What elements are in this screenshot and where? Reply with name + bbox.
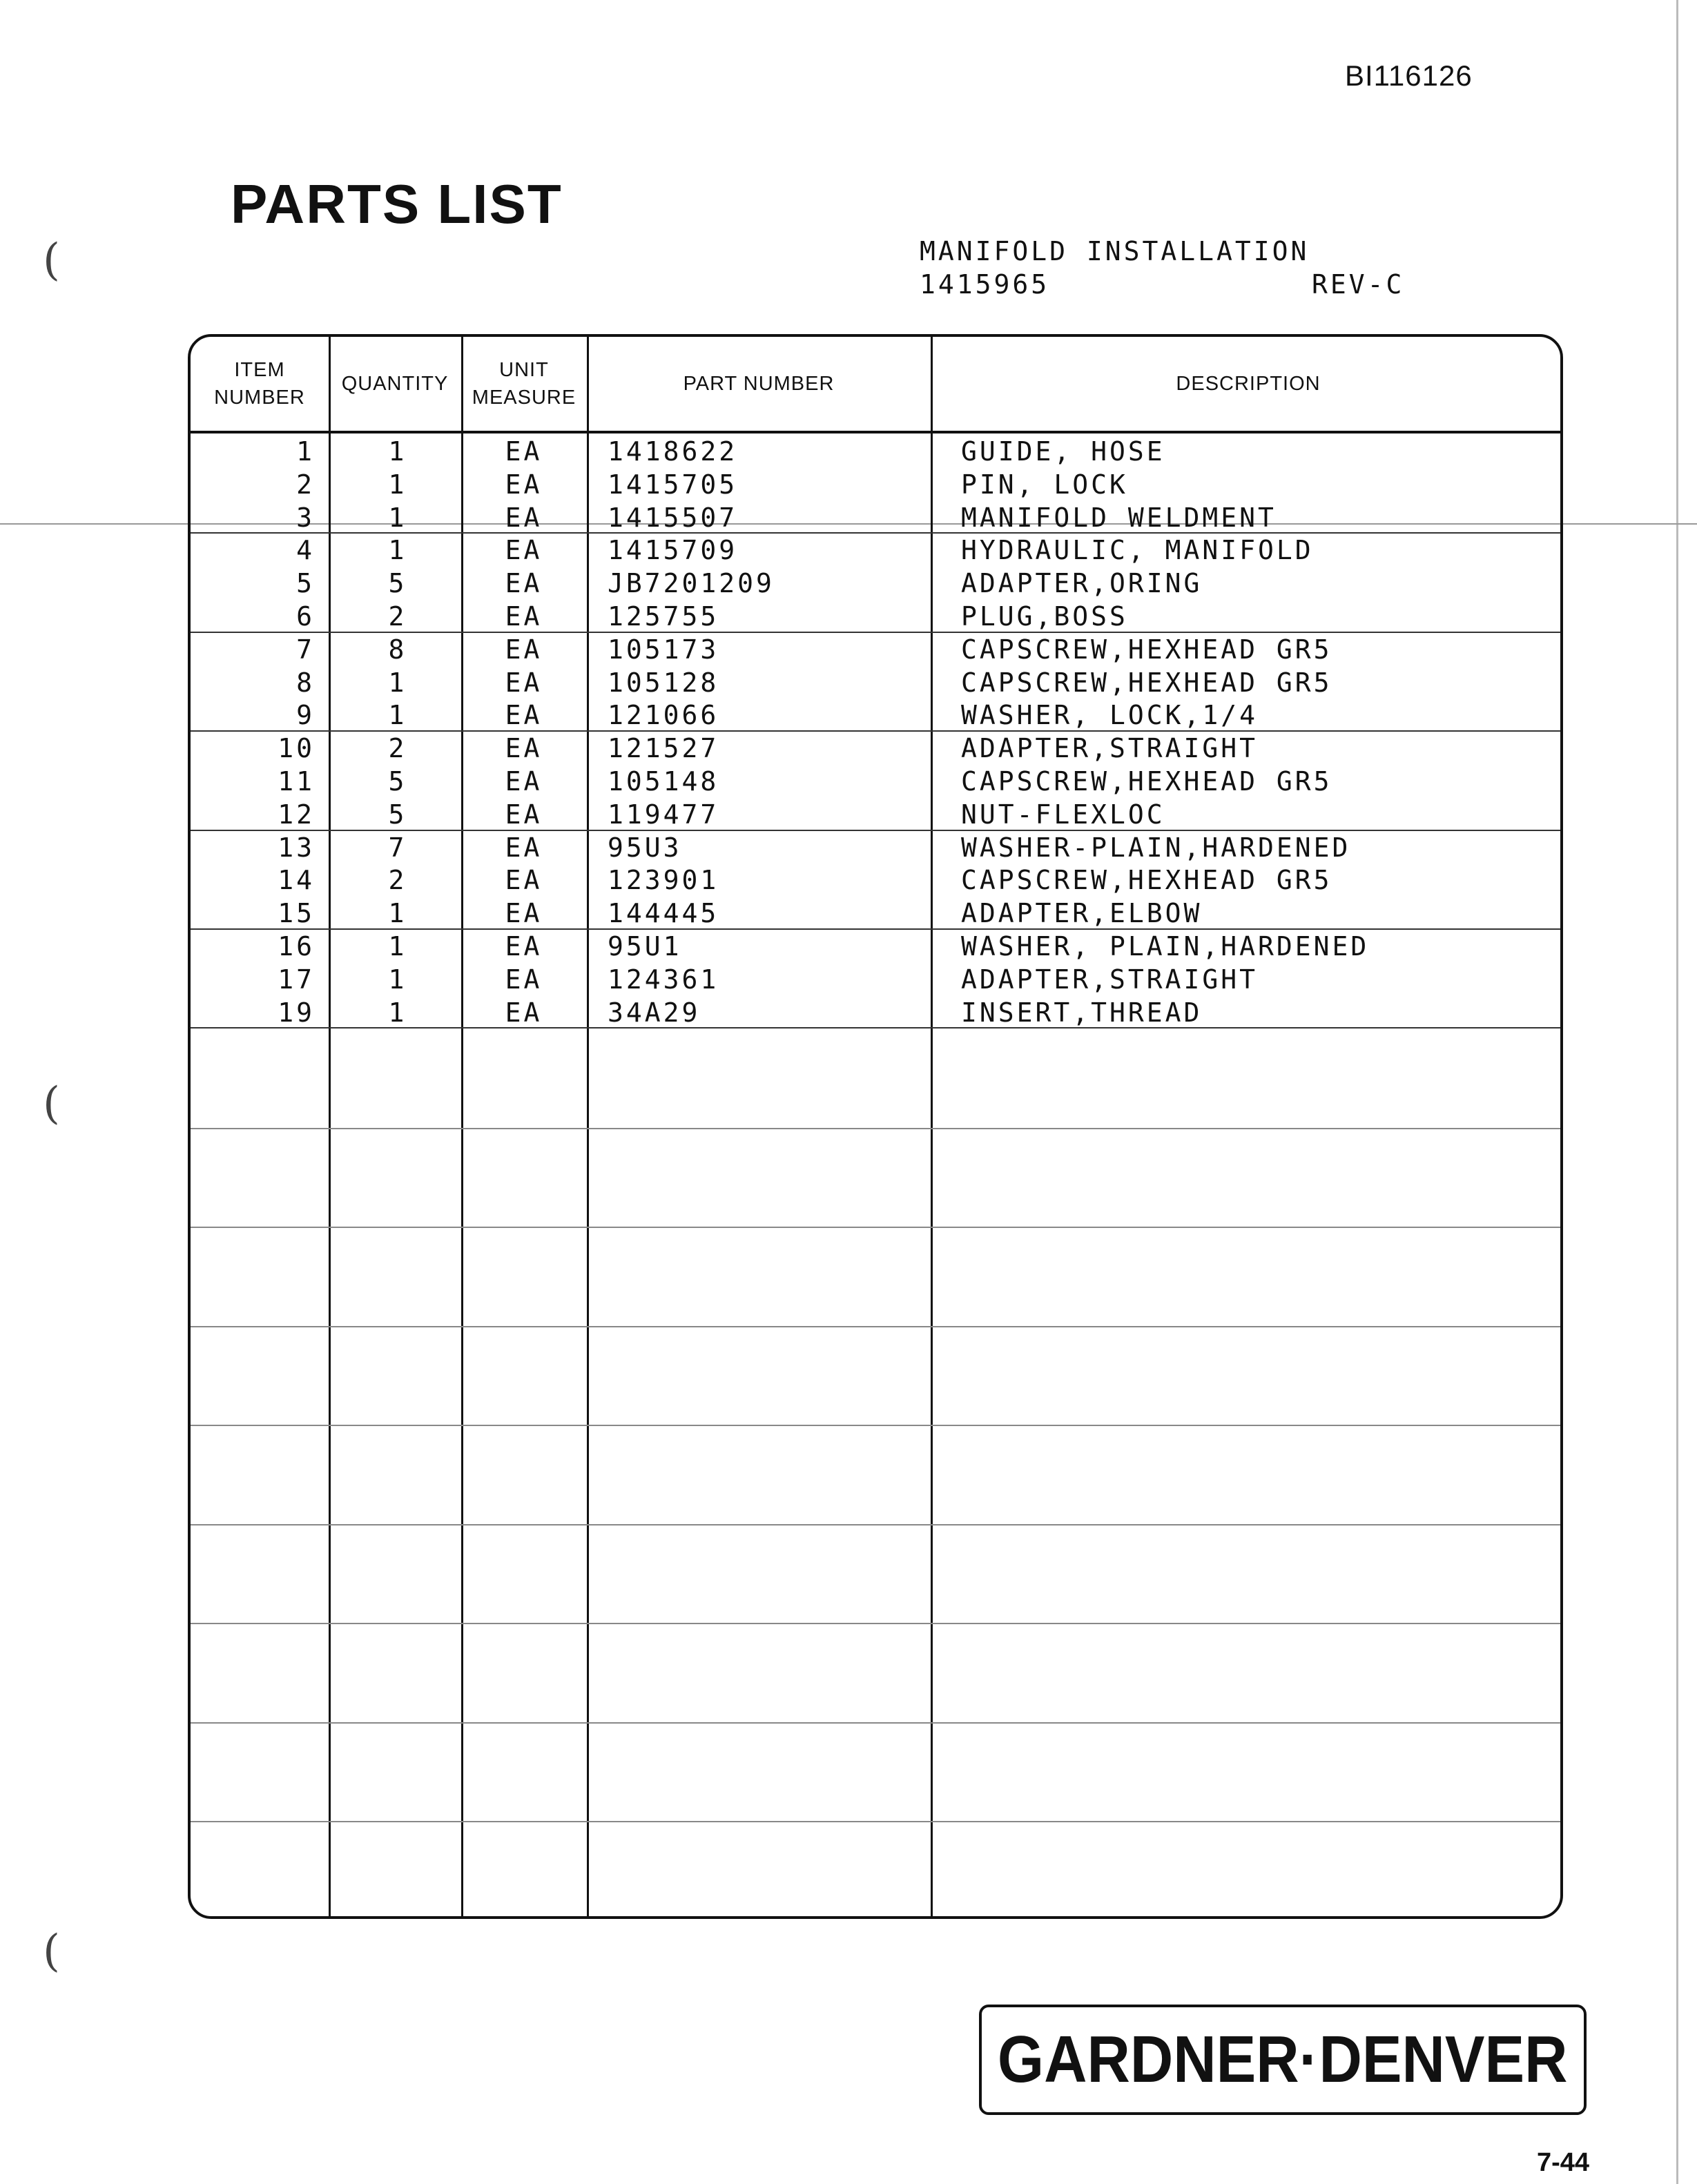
description-cell: CAPSCREW,HEXHEAD GR5 xyxy=(961,766,1332,797)
quantity-cell: 5 xyxy=(388,766,407,797)
part-number-cell: 1415507 xyxy=(608,502,738,533)
table-row xyxy=(191,666,1560,699)
table-row xyxy=(191,930,1560,963)
description-cell: CAPSCREW,HEXHEAD GR5 xyxy=(961,865,1332,896)
part-number-cell: JB7201209 xyxy=(608,568,775,599)
unit-cell: EA xyxy=(505,766,543,797)
description-cell: PLUG,BOSS xyxy=(961,601,1128,632)
document-id: BI116126 xyxy=(1345,59,1473,92)
quantity-cell: 1 xyxy=(388,436,407,467)
table-row xyxy=(191,996,1560,1029)
unit-cell: EA xyxy=(505,502,543,533)
quantity-cell: 1 xyxy=(388,469,407,500)
table-row xyxy=(191,600,1560,633)
quantity-cell: 2 xyxy=(388,865,407,896)
description-cell: INSERT,THREAD xyxy=(961,997,1203,1028)
item-number-cell: 5 xyxy=(296,568,315,599)
quantity-cell: 1 xyxy=(388,931,407,962)
quantity-cell: 1 xyxy=(388,502,407,533)
description-cell: ADAPTER,ORING xyxy=(961,568,1203,599)
assembly-name: MANIFOLD INSTALLATION xyxy=(920,236,1310,266)
page-title: PARTS LIST xyxy=(231,173,563,235)
part-number-cell: 123901 xyxy=(608,865,719,896)
quantity-cell: 1 xyxy=(388,535,407,566)
unit-cell: EA xyxy=(505,964,543,995)
part-number-cell: 105128 xyxy=(608,667,719,698)
item-number-cell: 8 xyxy=(296,667,315,698)
table-row xyxy=(191,864,1560,897)
description-cell: GUIDE, HOSE xyxy=(961,436,1165,467)
description-cell: PIN, LOCK xyxy=(961,469,1128,500)
blank-ruled-line xyxy=(191,1425,1560,1426)
unit-cell: EA xyxy=(505,535,543,566)
item-number-cell: 10 xyxy=(278,733,315,764)
unit-cell: EA xyxy=(505,436,543,467)
part-number-cell: 105148 xyxy=(608,766,719,797)
unit-cell: EA xyxy=(505,799,543,830)
part-number-cell: 119477 xyxy=(608,799,719,830)
unit-cell: EA xyxy=(505,997,543,1028)
unit-cell: EA xyxy=(505,898,543,929)
header-description xyxy=(931,337,1563,431)
blank-ruled-line xyxy=(191,1623,1560,1624)
page-edge xyxy=(1676,0,1678,2184)
item-number-cell: 9 xyxy=(296,700,315,731)
quantity-cell: 8 xyxy=(388,634,407,665)
blank-ruled-line xyxy=(191,1326,1560,1327)
quantity-cell: 1 xyxy=(388,667,407,698)
quantity-cell: 1 xyxy=(388,700,407,731)
header-quantity xyxy=(329,337,461,431)
item-number-cell: 6 xyxy=(296,601,315,632)
parts-table xyxy=(188,334,1563,1919)
header-divider xyxy=(191,431,1560,433)
item-number-cell: 11 xyxy=(278,766,315,797)
part-number-cell: 34A29 xyxy=(608,997,701,1028)
description-cell: CAPSCREW,HEXHEAD GR5 xyxy=(961,634,1332,665)
blank-ruled-line xyxy=(191,1722,1560,1724)
quantity-cell: 1 xyxy=(388,898,407,929)
item-number-cell: 17 xyxy=(278,964,315,995)
unit-cell: EA xyxy=(505,634,543,665)
quantity-cell: 1 xyxy=(388,997,407,1028)
item-number-cell: 12 xyxy=(278,799,315,830)
header-description-label: DESCRIPTION xyxy=(1176,373,1321,395)
table-row xyxy=(191,897,1560,930)
binder-hole-mark: ( xyxy=(43,1078,60,1129)
description-cell: WASHER, LOCK,1/4 xyxy=(961,700,1259,731)
table-row xyxy=(191,633,1560,666)
part-number-cell: 125755 xyxy=(608,601,719,632)
quantity-cell: 2 xyxy=(388,601,407,632)
part-number-cell: 105173 xyxy=(608,634,719,665)
part-number-cell: 144445 xyxy=(608,898,719,929)
table-row xyxy=(191,699,1560,732)
header-item-line1: ITEM xyxy=(234,359,285,381)
unit-cell: EA xyxy=(505,931,543,962)
item-number-cell: 15 xyxy=(278,898,315,929)
quantity-cell: 7 xyxy=(388,832,407,863)
table-row xyxy=(191,831,1560,864)
unit-cell: EA xyxy=(505,733,543,764)
quantity-cell: 5 xyxy=(388,568,407,599)
header-unit-line1: UNIT xyxy=(499,359,549,381)
description-cell: CAPSCREW,HEXHEAD GR5 xyxy=(961,667,1332,698)
description-cell: NUT-FLEXLOC xyxy=(961,799,1165,830)
description-cell: HYDRAULIC, MANIFOLD xyxy=(961,535,1314,566)
header-quantity-label: QUANTITY xyxy=(341,373,449,395)
item-number-cell: 1 xyxy=(296,436,315,467)
binder-hole-mark: ( xyxy=(43,1926,60,1977)
part-number-cell: 1418622 xyxy=(608,436,738,467)
table-row xyxy=(191,732,1560,765)
binder-hole-mark: ( xyxy=(43,235,60,286)
table-row xyxy=(191,468,1560,501)
item-number-cell: 3 xyxy=(296,502,315,533)
row-group-separator xyxy=(191,1027,1560,1028)
unit-cell: EA xyxy=(505,700,543,731)
blank-ruled-line xyxy=(191,1821,1560,1822)
revision-label: REV-C xyxy=(1312,269,1405,300)
blank-ruled-line xyxy=(191,1227,1560,1228)
unit-cell: EA xyxy=(505,667,543,698)
table-row xyxy=(191,963,1560,996)
part-number-cell: 121066 xyxy=(608,700,719,731)
part-number-cell: 95U1 xyxy=(608,931,682,962)
header-part-number xyxy=(587,337,931,431)
header-item-line2: NUMBER xyxy=(214,387,305,409)
table-row xyxy=(191,534,1560,567)
item-number-cell: 2 xyxy=(296,469,315,500)
unit-cell: EA xyxy=(505,469,543,500)
header-unit-line2: MEASURE xyxy=(472,387,576,409)
unit-cell: EA xyxy=(505,568,543,599)
header-item-number xyxy=(191,337,329,431)
blank-ruled-line xyxy=(191,1128,1560,1129)
quantity-cell: 1 xyxy=(388,964,407,995)
quantity-cell: 5 xyxy=(388,799,407,830)
brand-logo-box xyxy=(979,2005,1587,2115)
blank-ruled-line xyxy=(191,1524,1560,1525)
part-number-cell: 121527 xyxy=(608,733,719,764)
description-cell: ADAPTER,STRAIGHT xyxy=(961,964,1259,995)
description-cell: WASHER-PLAIN,HARDENED xyxy=(961,832,1351,863)
unit-cell: EA xyxy=(505,865,543,896)
table-row xyxy=(191,798,1560,831)
assembly-number: 1415965 xyxy=(920,269,1050,300)
brand-logo: GARDNER·DENVER xyxy=(998,2022,1568,2096)
item-number-cell: 14 xyxy=(278,865,315,896)
header-part-label: PART NUMBER xyxy=(683,373,835,395)
part-number-cell: 1415705 xyxy=(608,469,738,500)
item-number-cell: 16 xyxy=(278,931,315,962)
unit-cell: EA xyxy=(505,601,543,632)
table-row xyxy=(191,501,1560,534)
table-row xyxy=(191,435,1560,468)
part-number-cell: 124361 xyxy=(608,964,719,995)
unit-cell: EA xyxy=(505,832,543,863)
part-number-cell: 95U3 xyxy=(608,832,682,863)
description-cell: WASHER, PLAIN,HARDENED xyxy=(961,931,1370,962)
item-number-cell: 7 xyxy=(296,634,315,665)
description-cell: MANIFOLD WELDMENT xyxy=(961,502,1277,533)
table-row xyxy=(191,567,1560,600)
header-unit-measure xyxy=(461,337,587,431)
description-cell: ADAPTER,STRAIGHT xyxy=(961,733,1259,764)
item-number-cell: 4 xyxy=(296,535,315,566)
page-number: 7-44 xyxy=(1537,2148,1590,2177)
assembly-header xyxy=(920,235,1405,301)
part-number-cell: 1415709 xyxy=(608,535,738,566)
item-number-cell: 13 xyxy=(278,832,315,863)
item-number-cell: 19 xyxy=(278,997,315,1028)
table-row xyxy=(191,765,1560,798)
quantity-cell: 2 xyxy=(388,733,407,764)
description-cell: ADAPTER,ELBOW xyxy=(961,898,1203,929)
